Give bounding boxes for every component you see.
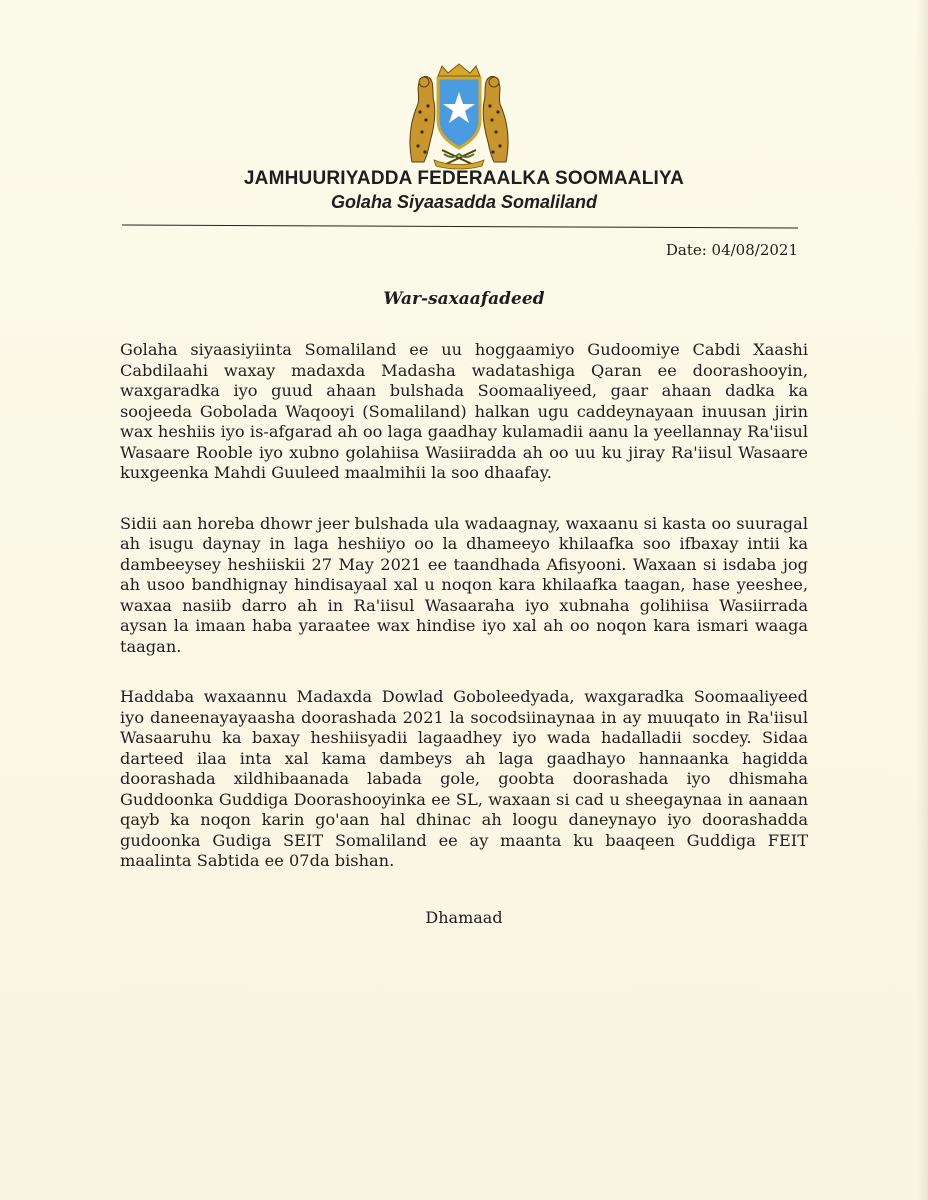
header-title: JAMHUURIYADDA FEDERAALKA SOOMAALIYA bbox=[243, 168, 685, 189]
document-body bbox=[120, 340, 808, 902]
somalia-coat-of-arms-icon bbox=[398, 62, 520, 170]
body-paragraph: Golaha siyaasiyiinta Somaliland ee uu hoggaamiyo Gudoomiye Cabdi Xaashi Cabdilaahi waxay madaxda Madasha wadatashiga Qaran ee doorashooyin, waxgaradka iyo guud ahaan bulshada Soomaaliyeed, gaar ahaan dadka ka soojeeda Gobolada Waqooyi (Somaliland) halkan ugu caddeynayaan inuusan jirin wax heshiis iyo is-afgarad ah oo laga gaadhay kulamadii aanu la yeellannay Ra'iisul Wasaare Rooble iyo xubno golahiisa Wasiiradda ah oo uu ku jiray Ra'iisul Wasaare kuxgeenka Mahdi Guuleed maalmihii la soo dhaafay. bbox=[120, 340, 808, 482]
header-subtitle: Golaha Siyaasadda Somaliland bbox=[330, 192, 598, 212]
body-paragraph: Sidii aan horeba dhowr jeer bulshada ula wadaagnay, waxaanu si kasta oo suuragal ah isugu daynay in laga heshiiyo oo la dhameeyo khilaafka soo ifbaxay intii ka dambeeysey heshiiskii 27 May 2021 ee taandhada Afisyooni. Waxaan si isdaba jog ah usoo bandhignay hindisayaal xal u noqon kara khilaafka taagan, hase yeeshee, waxaa nasiib darro ah in Ra'iisul Wasaaraha iyo xubnaha golihiisa Wasiirrada aysan la imaan haba yaraatee wax hindise iyo xal ah oo noqon kara ismari waaga taagan. bbox=[120, 513, 808, 656]
header-divider bbox=[122, 225, 798, 229]
document-date: Date: 04/08/2021 bbox=[665, 241, 798, 259]
page-edge-shadow bbox=[916, 0, 928, 1200]
body-paragraph: Haddaba waxaannu Madaxda Dowlad Goboleedyada, waxgaradka Soomaaliyeed iyo daneenayayaasha doorashada 2021 la socodsiinaynaa in ay muuqato in Ra'iisul Wasaaruhu ka baxay heshiisyadii lagaadhey iyo wada hadalladii socdey. Sidaa darteed ilaa inta xal kama dambeys ah laga gaadhayo hannaanka hagidda doorashada xildhibaanada labada gole, goobta doorashada iyo dhismaha Guddoonka Guddiga Doorashooyinka ee SL, waxaan si cad u sheegaynaa in aanaan qayb ka noqon karin go'aan hal dhinac ah loogu daneynayo iyo doorashadda gudoonka Gudiga SEIT Somaliland ee ay maanta ku baaqeen Guddiga FEIT maalinta Sabtida ee 07da bishan. bbox=[120, 687, 808, 870]
document-title: War-saxaafadeed bbox=[383, 289, 545, 309]
closing-text: Dhamaad bbox=[425, 908, 503, 927]
